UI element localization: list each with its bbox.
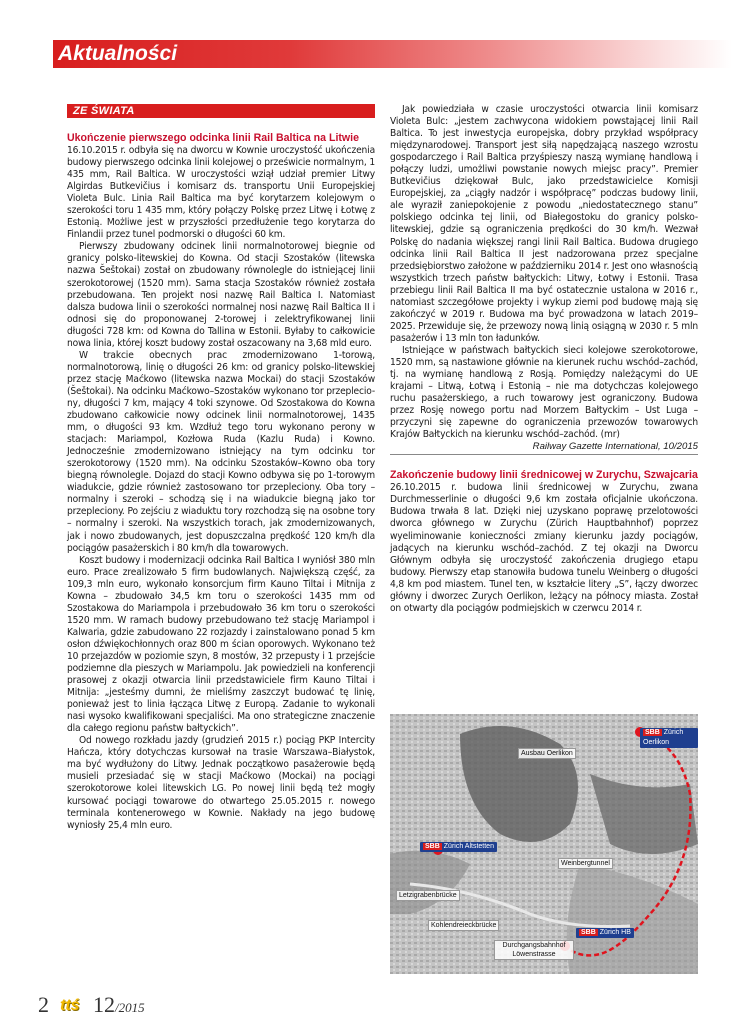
altstetten-tag: SBB Zürich Altstetten (420, 842, 497, 852)
letzigraben-label: Letzigrabenbrücke (396, 890, 460, 901)
article-headline-rail-baltica: Ukończenie pierwszego odcinka linii Rail Baltica na Litwie (67, 132, 359, 144)
page-number: 2 (38, 992, 49, 1017)
article-paragraph: Od nowego rozkładu jazdy (grudzień 2015 r.) pociąg PKP Intercity Hańcza, który dotychczas kursował na trasie Warszawa–Białystok, ma być wydłużony do Litwy. Jednak początkowo pasażerowie będą musieli przesiadać się w stacji Maćkowo (Mockai) na pociągi szerokotorowe kolei litewskich LG. Po nowej linii będą też mogły kursować pociągi towarowe do otwartego 25.05.2015 r. nowego terminala kontenerowego w Kownie. Nakłady na jego budowę wyniosły 25,4 mln euro. (67, 735, 375, 831)
page-section-title: Aktualności (58, 42, 178, 65)
article-paragraph: Istniejące w państwach bałtyckich sieci kolejowe szerokotorowe, 1520 mm, są nastawione głównie na kierunek ruchu wschód–zachód, tj. na wymianę handlową z Rosją. Pomiędzy należącymi do UE krajami – Litwą, Łotwą i Estonią – nie ma dotychczas kolejowego ruchu pasażerskiego, a ruch towarowy jest ograniczony. Budowa przez Rosję nowego portu nad Morzem Bałtyckim – Ust Luga – przyczyni się zapewne do ograniczenia przewozów towarowych Krajów Bałtyckich na kierunku wschód–zachód. (mr) (390, 344, 698, 441)
kohlendreieck-label: Kohlendreieckbrücke (428, 920, 499, 931)
hb-tag: SBB Zürich HB (576, 928, 634, 938)
magazine-logo: ttś (60, 997, 80, 1014)
article-paragraph: 16.10.2015 r. odbyła się na dworcu w Kownie uroczystość ukończenia budowy pierwszego odcinka linii kolejowej o prześwicie normalnym, 1 435 mm, Rail Baltica. W uroczystości wziął udział premier Litwy Algirdas Butkevičius i komisarz ds. transportu Unii Europejskiej Violeta Bulc. Linia Rail Baltica ma być korytarzem kolejowym o szerokości toru 1 435 mm, który połączy Polskę przez Litwę i Łotwę z Estonią. Możliwe jest w przyszłości przedłużenie tego korytarza do Finlandii przez tunel podmorski o długości 60 km. (67, 145, 375, 241)
zurich-aerial-map (390, 714, 698, 974)
article-paragraph: Koszt budowy i modernizacji odcinka Rail Baltica I wyniósł 380 mln euro. Prace zrealizowało 5 firm budowlanych. Największą część, za 109,3 mln euro, wykonało konsorcjum firm Kauno Tiltai i Mitnija z Kowna – zbudowało 34,5 km toru o szerokości 1435 mm od Szostakowa do Mariampola i przebudowało 36 km toru o szerokości 1520 mm. W ramach budowy przebudowano też stację Mariampol i Kalwaria, gdzie zabudowano 22 rozjazdy i zainstalowano ponad 5 km osłon dźwiękochłonnych oraz 800 m ścian oporowych. Wykonano też 10 przejazdów w poziomie szyn, 8 mostów, 32 przepusty i 1 przejście podziemne dla pieszych w Mariampolu. Jak powiedzieli na konferencji prasowej z okazji otwarcia linii przedstawiciele firm Kauno Tiltai i Mitnija: „jesteśmy dumni, że mieliśmy zaszczyt budować tę linię, ponieważ jest to linia łącząca Litwę z Europą. Zadanie to wykonali nasi wysoko kwalifikowani specjaliści. Ma ono strategiczne znaczenie dla całego regionu państw bałtyckich”. (67, 554, 375, 735)
weinberg-label: Weinbergtunnel (558, 858, 613, 869)
right-column (390, 104, 698, 615)
durchgang-label: Durchgangsbahnhof Löwenstrasse (494, 940, 574, 960)
left-column (67, 104, 375, 832)
article-source: Railway Gazette International, 10/2015 (390, 441, 698, 455)
issue-number: 12/2015 (93, 992, 145, 1017)
section-label: ZE ŚWIATA (67, 104, 375, 118)
article-headline-zurich: Zakończenie budowy linii średnicowej w Zurychu, Szwajcaria (390, 469, 698, 482)
oerlikon-tag: SBB Zürich Oerlikon (640, 728, 698, 748)
article-paragraph: Jak powiedziała w czasie uroczystości otwarcia linii komisarz Violeta Bulc: „jestem zachwycona widokiem powstającej linii Rail Baltica. To jest inwestycja europejska, dobry przykład współpracy międzynarodowej. Transport jest siłą napędzającą naszego wzrostu gospodarczego i Rail Baltica przyśpieszy naszą wymianę handlową i połączy ludzi, umożliwi powstanie nowych miejsc pracy”. Premier Butkevičius dziękował Bulc, jako przedstawicielce Komisji Europejskiej, za „ciągły nadzór i współpracę” podczas budowy linii, ale wyraził zaniepokojenie z powodu „niedostatecznego stanu” polskiego odcinka tej linii, od Białegostoku do granicy polsko-litewskiej, gdzie są ograniczenia prędkości do 30 km/h. Wezwał Polskę do nadania większej rangi linii Rail Baltica. Budowa drugiego odcinka linii Rail Baltica II jest nadzorowana przez specjalne przedsiębiorstwo założone w październiku 2014 r. Jest ono własnością wszystkich trzech państw bałtyckich: Litwy, Łotwy i Estonii. Trasa przebiegu linii Rail Baltica II ma być ostatecznie ustalona w 2016 r., natomiast szczegółowe projekty i wykup ziemi pod budowę mają się zakończyć w 2019 r. Budowa ma być prowadzona w latach 2019–2025. Przewiduje się, że przewozy nową linią osiągną w 2030 r. 5 mln pasażerów i 13 mln ton ładunków. (390, 104, 698, 344)
article-paragraph: Pierwszy zbudowany odcinek linii normalnotorowej biegnie od granicy polsko-litewskiej do Kowna. Od stacji Szostaków (litewska nazwa Šeštokai) został on zbudowany równolegle do istniejącej linii szerokotorowej (1520 mm). Sama stacja Szostaków również została przebudowana. Ten projekt nosi nazwę Rail Baltica I. Natomiast dalsza budowa linii o szerokości normalnej nosi nazwę Rail Baltica II i odnosi się do proponowanej 2-torowej i zelektryfikowanej linii długości 728 km: od Kowna do Tallina w Estonii. Byłaby to całkowicie nowa linia, której koszt budowy został oszacowany na 3,68 mld euro. (67, 241, 375, 349)
article-paragraph: 26.10.2015 r. budowa linii średnicowej w Zurychu, zwana Durchmesserlinie o długości 9,6 km została oficjalnie ukończona. Budowa trwała 8 lat. Dzięki niej uzyskano poprawę przelotowości dworca głównego w Zurychu (Zürich Hauptbahnhof) poprzez wyeliminowanie konieczności zmiany kierunku jazdy pociągów, jadących na kierunku wschód–zachód. Z tej okazji na Dworcu Głównym odbyła się uroczystość zakończenia drugiego etapu budowy. Pierwszy etap stanowiła budowa tunelu Weinberg o długości 4,8 km pod miastem. Tunel ten, w kształcie litery „S”, łączy dworzec główny i dworzec Zurych Oerlikon, leżący na północy miasta. Został on otwarty dla pociągów podmiejskich w czerwcu 2014 r. (390, 482, 698, 614)
article-paragraph: W trakcie obecnych prac zmodernizowano 1-torową, normalnotorową, linię o długości 26 km: od granicy polsko-litewskiej przez stację Maćkowo (litewska nazwa Mockai) do stacji Szostaków (Šeštokai). Na odcinku Maćkowo–Szostaków wykonano tor przeplecio-ny, długości 7 km, mający 4 toki szynowe. Od Szostakowa do Kowna zbudowano całkowicie nowy odcinek linii normalnotorowej, 1435 mm, o długości 93 km. Wzdłuż tego toru wykonano perony w stacjach: Mariampol, Kozłowa Ruda (Kazlu Ruda) i Kowno. Jednocześnie zmodernizowano istniejący na tym odcinku tor szerokotorowy (1520 mm). Na odcinku Szostaków–Kowno oba tory biegną równolegle. Dojazd do stacji Kowno odbywa się po 1-torowym wiadukcie, gdzie również zastosowano tor przepleciony. Oba tory – normalny i szeroki – schodzą się i na wiadukcie biegną jako tor przepleciony. Po zejściu z wiaduktu tory rozchodzą się na osobne tory – normalny i szeroki. Na wszystkich torach, jak zmodernizowanych, jak i nowo zbudowanych, jest dopuszczalna prędkość 120 km/h dla pociągów pasażerskich i 80 km/h dla towarowych. (67, 349, 375, 554)
ausbau-label: Ausbau Oerlikon (518, 748, 576, 759)
